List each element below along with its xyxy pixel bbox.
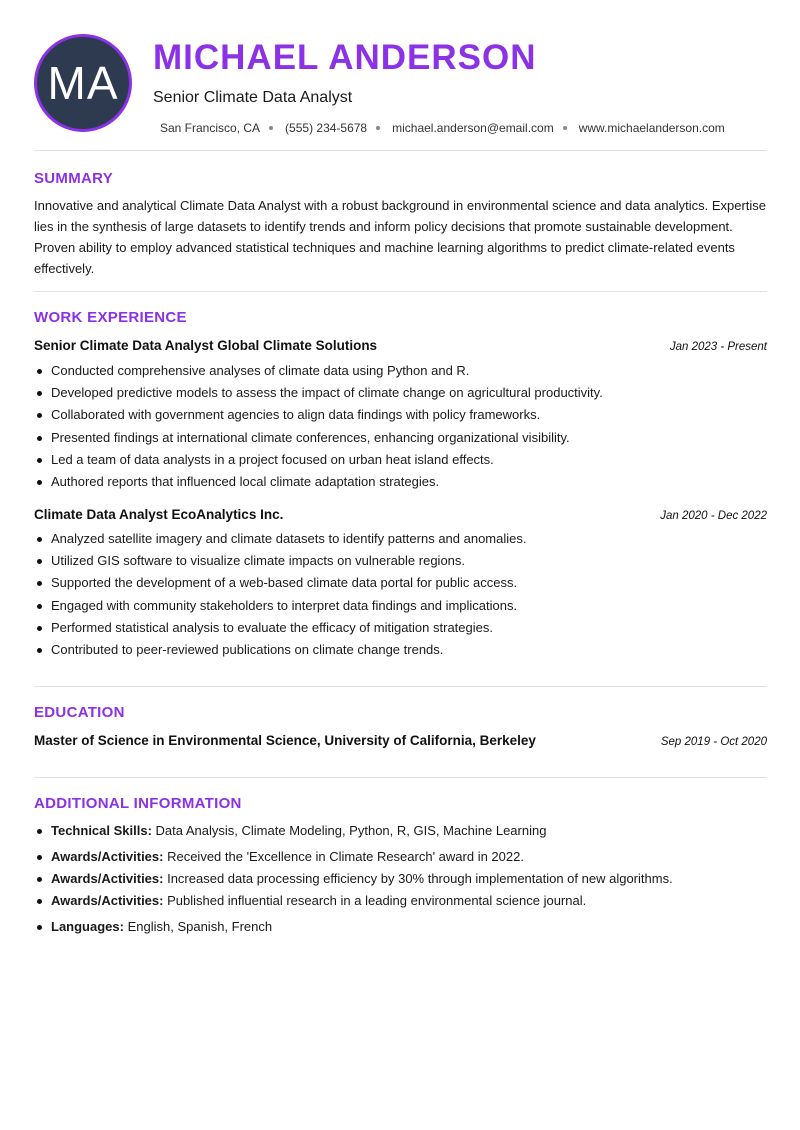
job-bullets [34, 528, 767, 661]
list-item: Contributed to peer-reviewed publications on climate change trends. [34, 639, 767, 661]
info-value: English, Spanish, French [123, 919, 273, 934]
education-heading: EDUCATION [34, 704, 125, 721]
info-label: Awards/Activities: [51, 849, 164, 864]
list-item: Engaged with community stakeholders to interpret data findings and implications. [34, 595, 767, 617]
candidate-role: Senior Climate Data Analyst [153, 89, 353, 106]
divider [34, 291, 767, 292]
list-item: Performed statistical analysis to evaluate the efficacy of mitigation strategies. [34, 617, 767, 639]
contact-email[interactable]: michael.anderson@email.com [392, 121, 554, 135]
list-item: Conducted comprehensive analyses of climate data using Python and R. [34, 360, 767, 382]
list-item [34, 916, 767, 938]
separator-dot [563, 126, 567, 130]
summary-heading: SUMMARY [34, 170, 114, 187]
info-value: Data Analysis, Climate Modeling, Python, R, GIS, Machine Learning [151, 823, 547, 838]
info-label: Awards/Activities: [51, 871, 164, 886]
divider [34, 150, 767, 151]
separator-dot [376, 126, 380, 130]
avatar: MA [34, 34, 132, 132]
additional-info-list [34, 820, 767, 938]
contact-website[interactable]: www.michaelanderson.com [578, 121, 725, 135]
list-item [34, 868, 767, 890]
degree: Master of Science in Environmental Science, University of California, Berkeley [34, 733, 536, 748]
education-entry [34, 733, 767, 748]
separator-dot [269, 126, 273, 130]
additional-info-heading: ADDITIONAL INFORMATION [34, 795, 242, 812]
list-item [34, 890, 767, 912]
info-value: Increased data processing efficiency by 30% through implementation of new algorithms. [163, 871, 673, 886]
info-value: Published influential research in a leading environmental science journal. [163, 893, 587, 908]
job-title: Senior Climate Data Analyst Global Climate Solutions [34, 338, 378, 353]
job-dates: Jan 2020 - Dec 2022 [660, 510, 767, 522]
candidate-name: MICHAEL ANDERSON [153, 38, 537, 77]
list-item [34, 820, 767, 842]
divider [34, 686, 767, 687]
divider [34, 777, 767, 778]
info-label: Languages: [51, 919, 124, 934]
list-item: Developed predictive models to assess the impact of climate change on agricultural productivity. [34, 382, 767, 404]
summary-text: Innovative and analytical Climate Data Analyst with a robust background in environmental science and data analytics. Expertise lies in the synthesis of large datasets to identify trends and inform policy decisions that promote sustainable development. Proven ability to employ advanced statistical techniques and machine learning algorithms to predict climate-related events effectively. [34, 198, 767, 276]
work-experience-heading: WORK EXPERIENCE [34, 309, 187, 326]
job-title: Climate Data Analyst EcoAnalytics Inc. [34, 507, 284, 522]
list-item: Supported the development of a web-based climate data portal for public access. [34, 572, 767, 594]
list-item: Led a team of data analysts in a project focused on urban heat island effects. [34, 449, 767, 471]
job-header [34, 338, 767, 353]
list-item: Authored reports that influenced local climate adaptation strategies. [34, 471, 767, 493]
list-item: Presented findings at international climate conferences, enhancing organizational visibility. [34, 427, 767, 449]
job-bullets [34, 360, 767, 493]
contact-location: San Francisco, CA [160, 121, 261, 135]
info-label: Awards/Activities: [51, 893, 164, 908]
contact-phone: (555) 234-5678 [285, 121, 368, 135]
job-header [34, 507, 767, 522]
list-item: Utilized GIS software to visualize climate impacts on vulnerable regions. [34, 550, 767, 572]
contact-bar [160, 121, 725, 135]
list-item: Analyzed satellite imagery and climate datasets to identify patterns and anomalies. [34, 528, 767, 550]
list-item [34, 846, 767, 868]
education-dates: Sep 2019 - Oct 2020 [660, 736, 767, 748]
job-dates: Jan 2023 - Present [669, 341, 767, 353]
list-item: Collaborated with government agencies to align data findings with policy frameworks. [34, 404, 767, 426]
info-value: Received the 'Excellence in Climate Research' award in 2022. [163, 849, 524, 864]
info-label: Technical Skills: [51, 823, 152, 838]
